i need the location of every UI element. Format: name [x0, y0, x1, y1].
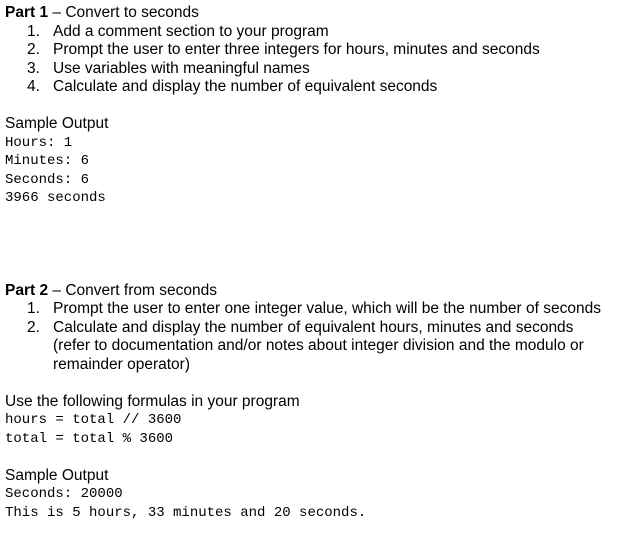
part2-sample-line: Seconds: 20000 — [5, 486, 123, 502]
spacer — [5, 374, 630, 393]
part1-step — [5, 41, 630, 60]
spacer — [5, 448, 630, 467]
formula-line: hours = total // 3600 — [5, 412, 182, 428]
part1-sample-line: Hours: 1 — [5, 134, 73, 151]
formulas-label: Use the following formulas in your program — [5, 392, 300, 410]
formula-line: total = total % 3600 — [5, 430, 174, 447]
part2-heading-label: Part 2 — [5, 281, 49, 299]
step-text: Prompt the user to enter three integers for hours, minutes and seconds — [53, 41, 540, 58]
part1-heading-label: Part 1 — [5, 4, 49, 21]
document — [5, 4, 630, 522]
part2-step — [5, 300, 630, 319]
part2-sample-label: Sample Output — [5, 466, 109, 484]
step-text: Prompt the user to enter one integer value, which will be the number of seconds — [53, 300, 601, 317]
step-number: 4. — [27, 78, 40, 95]
step-text: Calculate and display the number of equivalent hours, minutes and seconds — [53, 318, 574, 336]
step-continuation: remainder operator) — [53, 355, 190, 373]
step-number: 3. — [27, 59, 40, 77]
step-number: 2. — [27, 318, 40, 336]
part2-sample-line: This is 5 hours, 33 minutes and 20 seconds. — [5, 504, 367, 521]
step-text: Calculate and display the number of equivalent seconds — [53, 78, 438, 95]
step-continuation: (refer to documentation and/or notes about integer division and the modulo or — [53, 337, 584, 354]
part1-sample-line: Seconds: 6 — [5, 171, 90, 188]
part2-steps — [5, 300, 630, 374]
step-number: 1. — [27, 300, 40, 317]
part1-step — [5, 23, 630, 42]
part2-step — [5, 319, 630, 375]
part1-sample-line: 3966 seconds — [5, 190, 106, 206]
spacer — [5, 97, 630, 116]
step-number: 1. — [27, 22, 40, 40]
part1-sample-line: Minutes: 6 — [5, 153, 90, 169]
part1-steps — [5, 23, 630, 97]
part1-heading-title: – Convert to seconds — [48, 4, 199, 21]
part1-sample-label: Sample Output — [5, 115, 109, 132]
spacer — [5, 208, 630, 282]
part1-step — [5, 60, 630, 79]
part2-heading-title: – Convert from seconds — [48, 281, 217, 299]
part1-step — [5, 78, 630, 97]
step-text: Add a comment section to your program — [53, 22, 329, 40]
step-number: 2. — [27, 41, 40, 58]
part2-heading — [5, 282, 630, 301]
step-text: Use variables with meaningful names — [53, 59, 310, 77]
part1-heading — [5, 4, 630, 23]
